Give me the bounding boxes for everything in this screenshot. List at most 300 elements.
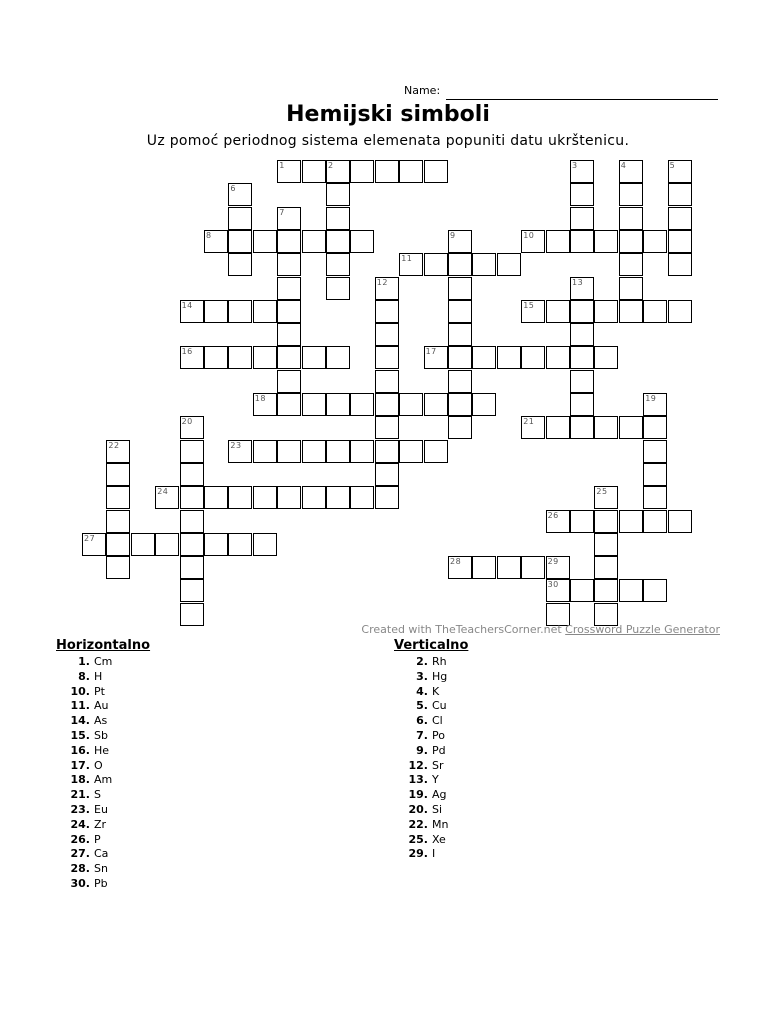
clue-text: Sr	[432, 758, 444, 772]
crossword-cell[interactable]	[521, 416, 545, 439]
clue-item	[56, 685, 150, 700]
crossword-cell[interactable]	[375, 440, 399, 463]
clue-item	[56, 773, 150, 788]
crossword-cell[interactable]	[180, 416, 204, 439]
crossword-cell[interactable]	[643, 579, 667, 602]
crossword-cell[interactable]	[180, 603, 204, 626]
crossword-cell[interactable]	[277, 440, 301, 463]
clue-number: 19.	[408, 788, 428, 802]
clue-item	[394, 788, 468, 803]
crossword-cell[interactable]	[180, 533, 204, 556]
clue-item	[394, 847, 468, 862]
crossword-cell[interactable]	[643, 230, 667, 253]
crossword-cell[interactable]	[277, 230, 301, 253]
cell-number: 27	[84, 533, 96, 543]
crossword-cell[interactable]	[643, 510, 667, 533]
clue-text: Au	[94, 699, 109, 713]
crossword-cell[interactable]	[399, 440, 423, 463]
crossword-cell[interactable]	[546, 230, 570, 253]
crossword-cell[interactable]	[448, 230, 472, 253]
cell-number: 25	[596, 487, 608, 497]
clue-number: 10.	[70, 684, 90, 698]
crossword-cell[interactable]	[570, 323, 594, 346]
crossword-cell[interactable]	[228, 440, 252, 463]
crossword-cell[interactable]	[570, 277, 594, 300]
clue-text: Pb	[94, 876, 108, 890]
cell-number: 23	[230, 440, 242, 450]
crossword-cell[interactable]	[448, 556, 472, 579]
clue-item	[394, 714, 468, 729]
crossword-cell[interactable]	[448, 416, 472, 439]
crossword-cell[interactable]	[326, 346, 350, 369]
clue-text: Si	[432, 802, 443, 816]
clue-number: 24.	[70, 817, 90, 831]
cell-number: 21	[523, 417, 535, 427]
cell-number: 13	[572, 277, 584, 287]
crossword-cell[interactable]	[570, 416, 594, 439]
crossword-cell[interactable]	[399, 160, 423, 183]
crossword-cell[interactable]	[668, 160, 692, 183]
clue-text: Cl	[432, 714, 443, 728]
clue-number: 30.	[70, 876, 90, 890]
clue-text: Cu	[432, 699, 447, 713]
clue-number: 18.	[70, 773, 90, 787]
crossword-cell[interactable]	[424, 393, 448, 416]
cell-number: 3	[572, 161, 578, 170]
crossword-cell[interactable]	[472, 253, 496, 276]
crossword-cell[interactable]	[521, 556, 545, 579]
clue-number: 13.	[408, 773, 428, 787]
clue-item	[394, 699, 468, 714]
clue-number: 2.	[416, 655, 428, 668]
clue-text: Ag	[432, 788, 447, 802]
clue-number: 21.	[70, 788, 90, 802]
crossword-cell[interactable]	[497, 346, 521, 369]
crossword-cell[interactable]	[277, 160, 301, 183]
crossword-cell[interactable]	[424, 160, 448, 183]
clue-text: Am	[94, 773, 113, 787]
clue-number: 15.	[70, 728, 90, 742]
crossword-cell[interactable]	[424, 346, 448, 369]
crossword-cell[interactable]	[375, 416, 399, 439]
crossword-cell[interactable]	[643, 486, 667, 509]
crossword-cell[interactable]	[521, 230, 545, 253]
clue-text: Sn	[94, 862, 108, 876]
crossword-cell[interactable]	[668, 510, 692, 533]
cell-number: 4	[620, 161, 627, 170]
cell-number: 1	[279, 161, 285, 170]
crossword-cell[interactable]	[277, 370, 301, 393]
crossword-cell[interactable]	[619, 579, 643, 602]
crossword-cell[interactable]	[350, 440, 374, 463]
cell-number: 24	[157, 487, 169, 497]
cell-number: 11	[401, 254, 413, 264]
crossword-cell[interactable]	[228, 346, 252, 369]
crossword-cell[interactable]	[253, 533, 277, 556]
crossword-cell[interactable]	[106, 463, 130, 486]
crossword-cell[interactable]	[253, 393, 277, 416]
clue-item	[56, 803, 150, 818]
crossword-cell[interactable]	[472, 556, 496, 579]
crossword-cell[interactable]	[326, 207, 350, 230]
clue-number: 11.	[70, 699, 90, 713]
clue-number: 16.	[70, 743, 90, 757]
crossword-cell[interactable]	[326, 440, 350, 463]
crossword-cell[interactable]	[643, 393, 667, 416]
crossword-cell[interactable]	[594, 230, 618, 253]
crossword-cell[interactable]	[619, 183, 643, 206]
crossword-cell[interactable]	[619, 510, 643, 533]
crossword-cell[interactable]	[668, 300, 692, 323]
crossword-cell[interactable]	[570, 346, 594, 369]
clue-number: 29.	[408, 847, 428, 861]
crossword-cell[interactable]	[399, 253, 423, 276]
clue-text: Eu	[94, 802, 108, 816]
clue-text: Mn	[432, 817, 449, 831]
crossword-cell[interactable]	[302, 160, 326, 183]
crossword-cell[interactable]	[131, 533, 155, 556]
crossword-cell[interactable]	[106, 440, 130, 463]
crossword-cell[interactable]	[277, 393, 301, 416]
crossword-cell[interactable]	[106, 556, 130, 579]
crossword-cell[interactable]	[326, 160, 350, 183]
crossword-cell[interactable]	[643, 300, 667, 323]
cell-number: 9	[450, 230, 456, 240]
clue-text: Zr	[94, 817, 107, 831]
clue-text: O	[94, 758, 103, 772]
clue-item	[394, 759, 468, 774]
clue-number: 25.	[408, 832, 428, 846]
clue-text: K	[432, 684, 440, 698]
crossword-cell[interactable]	[594, 533, 618, 556]
crossword-cell[interactable]	[302, 486, 326, 509]
cell-number: 8	[206, 230, 212, 240]
cell-number: 28	[450, 557, 462, 567]
cell-number: 20	[181, 417, 193, 427]
crossword-cell[interactable]	[546, 300, 570, 323]
clue-number: 20.	[408, 802, 428, 816]
crossword-cell[interactable]	[570, 230, 594, 253]
cell-number: 16	[181, 347, 193, 357]
crossword-cell[interactable]	[570, 160, 594, 183]
clue-item	[56, 759, 150, 774]
across-clues	[56, 638, 150, 892]
crossword-cell[interactable]	[204, 533, 228, 556]
crossword-cell[interactable]	[375, 463, 399, 486]
crossword-cell[interactable]	[326, 253, 350, 276]
crossword-cell[interactable]	[546, 556, 570, 579]
crossword-cell[interactable]	[594, 486, 618, 509]
crossword-cell[interactable]	[253, 346, 277, 369]
crossword-cell[interactable]	[570, 393, 594, 416]
crossword-cell[interactable]	[643, 416, 667, 439]
clue-number: 23.	[70, 802, 90, 816]
crossword-cell[interactable]	[546, 416, 570, 439]
clue-item	[56, 847, 150, 862]
crossword-cell[interactable]	[277, 486, 301, 509]
clue-text: S	[94, 788, 101, 802]
crossword-cell[interactable]	[619, 160, 643, 183]
crossword-cell[interactable]	[277, 300, 301, 323]
clue-number: 26.	[70, 832, 90, 846]
crossword-cell[interactable]	[619, 230, 643, 253]
crossword-cell[interactable]	[668, 183, 692, 206]
clue-number: 6.	[416, 714, 428, 728]
crossword-cell[interactable]	[326, 486, 350, 509]
crossword-cell[interactable]	[570, 579, 594, 602]
crossword-cell[interactable]	[277, 346, 301, 369]
clue-number: 17.	[70, 758, 90, 772]
crossword-cell[interactable]	[594, 300, 618, 323]
crossword-cell[interactable]	[350, 393, 374, 416]
clue-item	[56, 877, 150, 892]
crossword-cell[interactable]	[228, 230, 252, 253]
clue-text: Y	[432, 773, 439, 787]
crossword-cell[interactable]	[594, 346, 618, 369]
crossword-cell[interactable]	[619, 253, 643, 276]
crossword-cell[interactable]	[497, 253, 521, 276]
crossword-cell[interactable]	[204, 300, 228, 323]
crossword-cell[interactable]	[668, 253, 692, 276]
crossword-cell[interactable]	[302, 346, 326, 369]
crossword-cell[interactable]	[180, 486, 204, 509]
clue-item	[56, 818, 150, 833]
crossword-cell[interactable]	[326, 393, 350, 416]
crossword-cell[interactable]	[570, 207, 594, 230]
crossword-cell[interactable]	[106, 486, 130, 509]
crossword-cell[interactable]	[180, 346, 204, 369]
clue-text: Rh	[432, 655, 447, 668]
crossword-cell[interactable]	[277, 253, 301, 276]
crossword-cell[interactable]	[424, 440, 448, 463]
crossword-cell[interactable]	[228, 207, 252, 230]
page-title: Hemijski simboli	[286, 102, 490, 127]
crossword-cell[interactable]	[375, 300, 399, 323]
clue-text: Xe	[432, 832, 446, 846]
clue-item	[56, 744, 150, 759]
crossword-cell[interactable]	[448, 370, 472, 393]
clue-item	[56, 729, 150, 744]
crossword-cell[interactable]	[643, 463, 667, 486]
crossword-cell[interactable]	[326, 277, 350, 300]
cell-number: 17	[425, 347, 437, 357]
crossword-cell[interactable]	[594, 556, 618, 579]
crossword-cell[interactable]	[180, 579, 204, 602]
cell-number: 29	[547, 557, 559, 567]
crossword-cell[interactable]	[521, 346, 545, 369]
cell-number: 26	[547, 510, 559, 520]
clue-item	[56, 833, 150, 848]
cell-number: 22	[108, 440, 120, 450]
crossword-cell[interactable]	[448, 300, 472, 323]
crossword-cell[interactable]	[204, 486, 228, 509]
cell-number: 5	[669, 161, 676, 170]
clue-number: 8.	[78, 669, 90, 683]
clue-number: 7.	[416, 728, 428, 742]
crossword-cell[interactable]	[228, 253, 252, 276]
clue-item	[394, 744, 468, 759]
clue-item	[394, 655, 468, 670]
crossword-cell[interactable]	[448, 323, 472, 346]
crossword-cell[interactable]	[204, 230, 228, 253]
crossword-cell[interactable]	[302, 230, 326, 253]
crossword-cell[interactable]	[619, 300, 643, 323]
crossword-cell[interactable]	[619, 277, 643, 300]
clue-text: Sb	[94, 728, 108, 742]
clue-number: 9.	[416, 743, 428, 757]
crossword-cell[interactable]	[228, 486, 252, 509]
crossword-cell[interactable]	[326, 183, 350, 206]
clue-text: I	[432, 847, 436, 861]
name-label: Name:	[404, 84, 441, 97]
crossword-cell[interactable]	[594, 416, 618, 439]
crossword-cell[interactable]	[228, 183, 252, 206]
clue-number: 28.	[70, 862, 90, 876]
clue-number: 22.	[408, 817, 428, 831]
crossword-cell[interactable]	[326, 230, 350, 253]
clue-text: Pt	[94, 684, 105, 698]
crossword-cell[interactable]	[350, 486, 374, 509]
clue-item	[394, 818, 468, 833]
crossword-cell[interactable]	[375, 393, 399, 416]
clue-number: 14.	[70, 714, 90, 728]
clue-text: Ca	[94, 847, 109, 861]
clue-item	[56, 655, 150, 670]
clue-item	[56, 862, 150, 877]
clue-item	[56, 788, 150, 803]
crossword-cell[interactable]	[570, 183, 594, 206]
clue-number: 27.	[70, 847, 90, 861]
crossword-cell[interactable]	[570, 300, 594, 323]
crossword-cell[interactable]	[180, 440, 204, 463]
crossword-cell[interactable]	[472, 346, 496, 369]
crossword-cell[interactable]	[448, 253, 472, 276]
crossword-cell[interactable]	[277, 277, 301, 300]
crossword-cell[interactable]	[228, 533, 252, 556]
clue-number: 3.	[416, 669, 428, 683]
instructions: Uz pomoć periodnog sistema elemenata popuniti datu ukrštenicu.	[146, 133, 630, 149]
across-heading: Horizontalno	[56, 638, 151, 653]
cell-number: 15	[523, 300, 535, 310]
crossword-cell[interactable]	[82, 533, 106, 556]
crossword-cell[interactable]	[204, 346, 228, 369]
crossword-cell[interactable]	[302, 440, 326, 463]
cell-number: 30	[547, 580, 559, 590]
crossword-cell[interactable]	[106, 510, 130, 533]
crossword-cell[interactable]	[594, 510, 618, 533]
cell-number: 7	[279, 207, 285, 217]
clue-number: 5.	[416, 699, 428, 713]
cell-number: 14	[181, 300, 193, 310]
crossword-cell[interactable]	[448, 393, 472, 416]
clue-text: Cm	[94, 655, 113, 668]
crossword-cell[interactable]	[350, 160, 374, 183]
clue-text: He	[94, 743, 110, 757]
credit-line	[361, 623, 720, 636]
crossword-cell[interactable]	[350, 230, 374, 253]
crossword-cell[interactable]	[668, 207, 692, 230]
down-heading: Verticalno	[394, 638, 469, 653]
crossword-cell[interactable]	[228, 300, 252, 323]
crossword-cell[interactable]	[546, 510, 570, 533]
clue-item	[394, 670, 468, 685]
clue-item	[394, 803, 468, 818]
crossword-cell[interactable]	[155, 486, 179, 509]
crossword-cell[interactable]	[546, 579, 570, 602]
crossword-cell[interactable]	[448, 277, 472, 300]
cell-number: 2	[328, 161, 334, 170]
crossword-cell[interactable]	[277, 207, 301, 230]
crossword-cell[interactable]	[497, 556, 521, 579]
crossword-cell[interactable]	[375, 370, 399, 393]
credit-text: Created with TheTeachersCorner.net	[361, 623, 566, 636]
crossword-cell[interactable]	[180, 556, 204, 579]
clue-item	[394, 685, 468, 700]
crossword-cell[interactable]	[375, 277, 399, 300]
crossword-cell[interactable]	[521, 300, 545, 323]
crossword-cell[interactable]	[253, 486, 277, 509]
crossword-cell[interactable]	[375, 323, 399, 346]
clue-item	[394, 729, 468, 744]
clue-item	[56, 670, 150, 685]
clue-text: As	[94, 714, 108, 728]
cell-number: 19	[645, 394, 657, 403]
crossword-cell[interactable]	[277, 323, 301, 346]
cell-number: 18	[254, 394, 266, 403]
crossword-cell[interactable]	[546, 346, 570, 369]
crossword-cell[interactable]	[619, 207, 643, 230]
crossword-cell[interactable]	[375, 486, 399, 509]
crossword-cell[interactable]	[594, 579, 618, 602]
crossword-cell[interactable]	[399, 393, 423, 416]
generator-link[interactable]: Crossword Puzzle Generator	[565, 623, 720, 636]
crossword-cell[interactable]	[448, 346, 472, 369]
crossword-cell[interactable]	[302, 393, 326, 416]
cell-number: 6	[230, 184, 236, 194]
crossword-cell[interactable]	[180, 300, 204, 323]
crossword-cell[interactable]	[180, 510, 204, 533]
crossword-cell[interactable]	[155, 533, 179, 556]
crossword-cell[interactable]	[424, 253, 448, 276]
clue-text: Pd	[432, 743, 446, 757]
crossword-cell[interactable]	[375, 346, 399, 369]
clue-text: Po	[432, 728, 445, 742]
cell-number: 12	[376, 277, 388, 287]
crossword-cell[interactable]	[570, 370, 594, 393]
crossword-cell[interactable]	[570, 510, 594, 533]
down-clues	[394, 638, 468, 862]
clue-number: 1.	[78, 655, 90, 668]
clue-number: 12.	[408, 758, 428, 772]
crossword-cell[interactable]	[643, 440, 667, 463]
crossword-cell[interactable]	[253, 300, 277, 323]
crossword-cell[interactable]	[253, 230, 277, 253]
crossword-cell[interactable]	[619, 416, 643, 439]
cell-number: 10	[523, 230, 535, 240]
crossword-cell[interactable]	[472, 393, 496, 416]
clue-number: 4.	[416, 684, 428, 698]
crossword-cell[interactable]	[668, 230, 692, 253]
clue-text: H	[94, 669, 103, 683]
clue-item	[56, 714, 150, 729]
crossword-cell[interactable]	[180, 463, 204, 486]
clue-item	[394, 773, 468, 788]
crossword-cell[interactable]	[253, 440, 277, 463]
clue-item	[56, 699, 150, 714]
crossword-cell[interactable]	[375, 160, 399, 183]
crossword-cell[interactable]	[106, 533, 130, 556]
clue-text: P	[94, 832, 101, 846]
